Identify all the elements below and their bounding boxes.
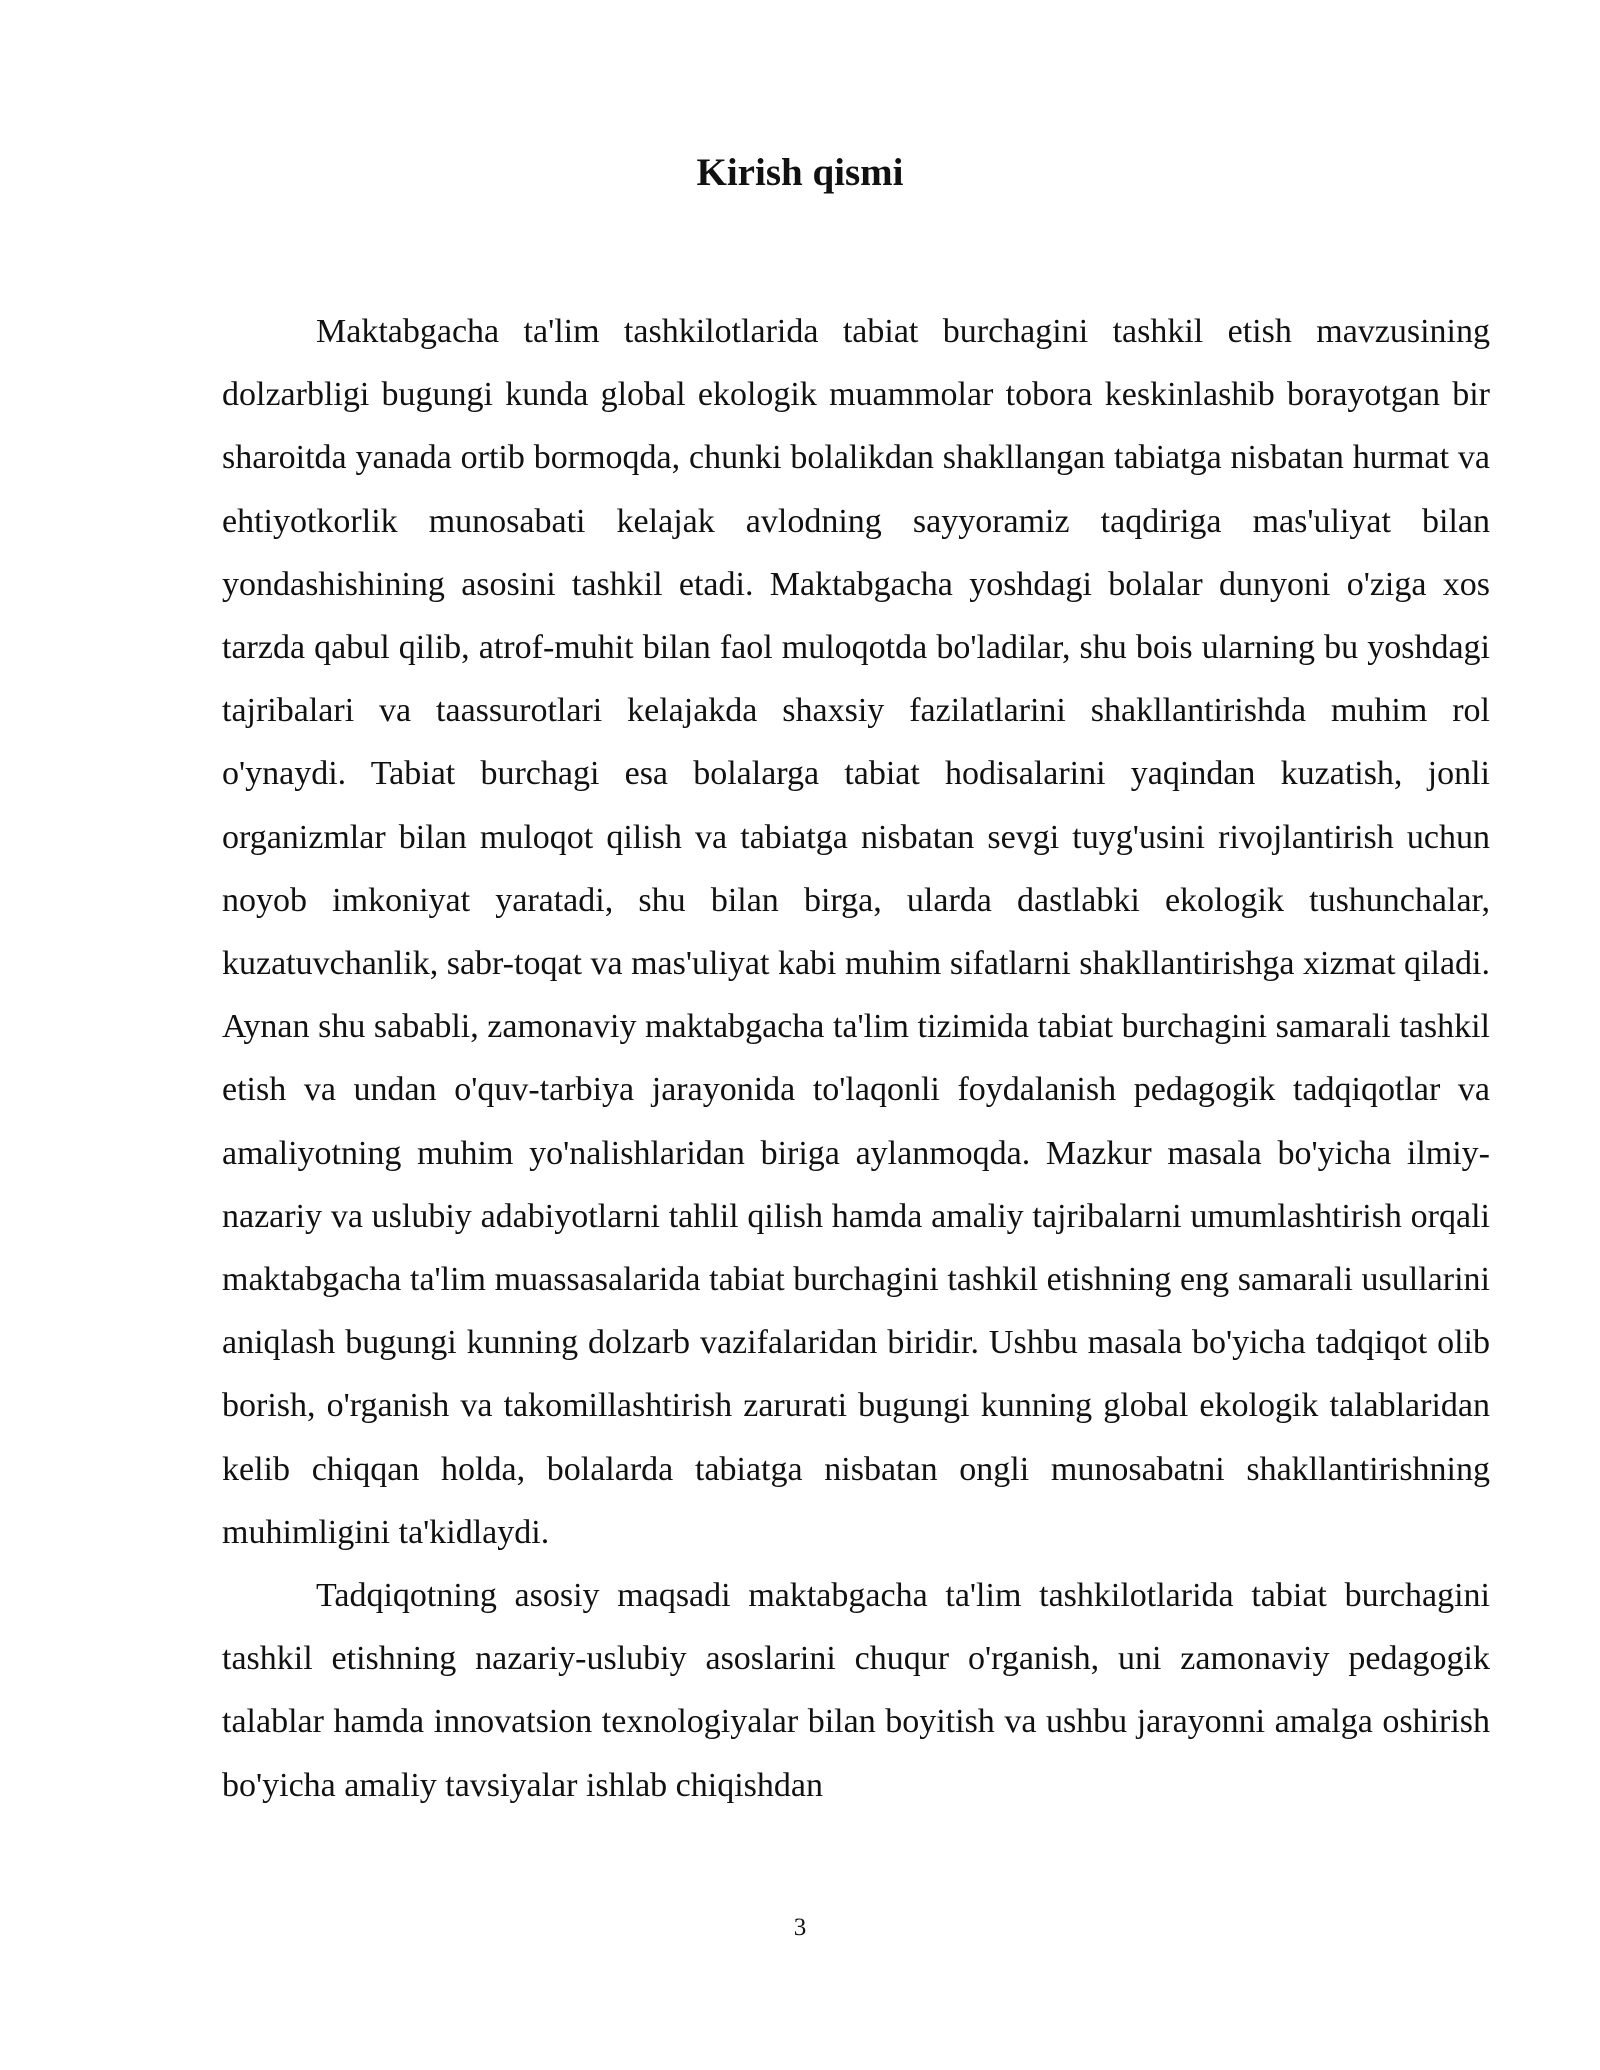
page-title: Kirish qismi	[696, 151, 904, 194]
paragraph-relevance: Maktabgacha ta'lim tashkilotlarida tabiat burchagini tashkil etish mavzusining dolzarbligi bugungi kunda global ekologik muammolar tobora keskinlashib borayotgan bir sharoitda yanada ortib bormoqda, chunki bolalikdan shakllangan tabiatga nisbatan hurmat va ehtiyotkorlik munosabati kelajak avlodning sayyoramiz taqdiriga mas'uliyat bilan yondashishining asosini tashkil etadi. Maktabgacha yoshdagi bolalar dunyoni o'ziga xos tarzda qabul qilib, atrof-muhit bilan faol muloqotda bo'ladilar, shu bois ularning bu yoshdagi tajribalari va taassurotlari kelajakda shaxsiy fazilatlarini shakllantirishda muhim rol o'ynaydi. Tabiat burchagi esa bolalarga tabiat hodisalarini yaqindan kuzatish, jonli organizmlar bilan muloqot qilish va tabiatga nisbatan sevgi tuyg'usini rivojlantirish uchun noyob imkoniyat yaratadi, shu bilan birga, ularda dastlabki ekologik tushunchalar, kuzatuvchanlik, sabr-toqat va mas'uliyat kabi muhim sifatlarni shakllantirishga xizmat qiladi. Aynan shu sababli, zamonaviy maktabgacha ta'lim tizimida tabiat burchagini samarali tashkil etish va undan o'quv-tarbiya jarayonida to'laqonli foydalanish pedagogik tadqiqotlar va amaliyotning muhim yo'nalishlaridan biriga aylanmoqda. Mazkur masala bo'yicha ilmiy-nazariy va uslubiy adabiyotlarni tahlil qilish hamda amaliy tajribalarni umumlashtirish orqali maktabgacha ta'lim muassasalarida tabiat burchagini tashkil etishning eng samarali usullarini aniqlash bugungi kunning dolzarb vazifalaridan biridir. Ushbu masala bo'yicha tadqiqot olib borish, o'rganish va takomillashtirish zarurati bugungi kunning global ekologik talablaridan kelib chiqqan holda, bolalarda tabiatga nisbatan ongli munosabatni shakllantirishning muhimligini ta'kidlaydi.	[222, 313, 1490, 1551]
body-text	[222, 300, 1490, 1817]
paragraph-research-goal: Tadqiqotning asosiy maqsadi maktabgacha ta'lim tashkilotlarida tabiat burchagini tashkil etishning nazariy-uslubiy asoslarini chuqur o'rganish, uni zamonaviy pedagogik talablar hamda innovatsion texnologiyalar bilan boyitish va ushbu jarayonni amalga oshirish bo'yicha amaliy tavsiyalar ishlab chiqishdan	[222, 1577, 1490, 1804]
page-number: 3	[793, 1914, 807, 1941]
